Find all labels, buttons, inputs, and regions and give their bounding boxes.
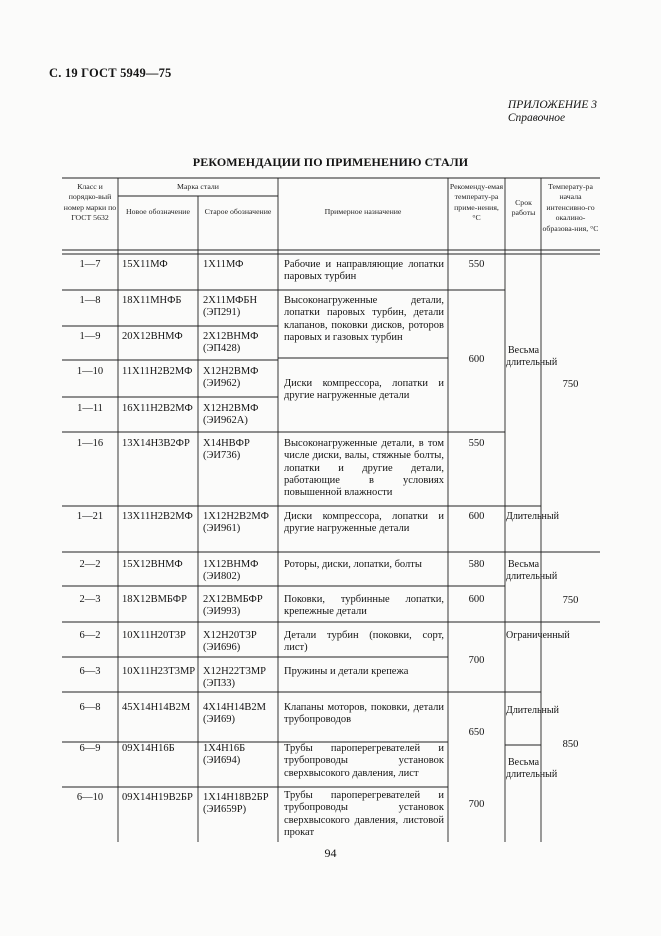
cell-purpose: Поковки, турбинные лопатки, крепежные детали: [284, 594, 444, 618]
cell-class: 6—3: [79, 666, 101, 677]
cell-purpose: Высоконагруженные детали, в том числе диски, валы, стяжные болты, лопатки и другие детали, работающие в условиях повышенной влажности: [284, 438, 444, 499]
cell-purpose: Рабочие и направляющие лопатки паровых турбин: [284, 259, 444, 283]
cell-new-grade: 20Х12ВНМФ: [122, 331, 183, 342]
cell-class: 2—3: [79, 594, 101, 605]
cell-class: 6—10: [76, 792, 104, 803]
cell-purpose: Трубы пароперегревателей и трубопроводы установок сверхвысокого давления, лист: [284, 743, 444, 779]
cell-old-grade: Х14НВФР (ЭИ736): [203, 438, 250, 462]
cell-temperature: 700: [468, 799, 485, 810]
cell-old-grade: 2Х11МФБН (ЭП291): [203, 295, 258, 319]
header-purpose: Примерное назначение: [324, 207, 402, 216]
cell-purpose: Детали турбин (поковки, сорт, лист): [284, 630, 444, 654]
cell-temperature: 580: [468, 559, 485, 570]
cell-purpose: Диски компрессора, лопатки и другие нагруженные детали: [284, 378, 444, 402]
header-class: Класс и порядко-вый номер марки по ГОСТ 5632: [63, 182, 117, 223]
cell-service-life: Ограниченный: [506, 630, 570, 641]
cell-temperature: 550: [468, 259, 485, 270]
cell-scaling-start: 750: [562, 379, 579, 390]
cell-new-grade: 15Х11МФ: [122, 259, 168, 270]
cell-temperature: 600: [468, 354, 485, 365]
cell-new-grade: 09Х14Н16Б: [122, 743, 175, 754]
cell-purpose: Диски компрессора, лопатки и другие нагруженные детали: [284, 511, 444, 535]
cell-old-grade: 2Х12ВМБФР (ЭИ993): [203, 594, 263, 618]
cell-new-grade: 18Х11МНФБ: [122, 295, 182, 306]
cell-temperature: 600: [468, 511, 485, 522]
cell-old-grade: 2Х12ВНМФ (ЭП428): [203, 331, 259, 355]
cell-temperature: 650: [468, 727, 485, 738]
appendix-title: ПРИЛОЖЕНИЕ 3: [507, 99, 597, 111]
cell-old-grade: Х12Н2ВМФ (ЭИ962): [203, 366, 259, 390]
cell-new-grade: 10Х11Н20Т3Р: [122, 630, 186, 641]
header-scaling-start: Температу-ра начала интенсивно-го окалино-образова-ния, °С: [542, 182, 599, 233]
cell-new-grade: 09Х14Н19В2БР: [122, 792, 193, 803]
header-service-life: Срок работы: [511, 198, 536, 218]
cell-class: 1—7: [79, 259, 101, 270]
cell-new-grade: 13Х14Н3В2ФР: [122, 438, 190, 449]
cell-old-grade: 1Х12ВНМФ (ЭИ802): [203, 559, 259, 583]
cell-service-life: Длительный: [506, 511, 559, 522]
header-grade: Марка стали: [177, 182, 219, 191]
cell-old-grade: Х12Н20Т3Р (ЭИ696): [203, 630, 257, 654]
cell-new-grade: 11Х11Н2В2МФ: [122, 366, 193, 377]
cell-scaling-start: 750: [562, 595, 579, 606]
cell-purpose: Высоконагруженные детали, лопатки паровых турбин, детали клапанов, поковки дисков, роторов паровых и газовых турбин: [284, 295, 444, 343]
cell-service-life: Длительный: [506, 705, 559, 716]
header-new: Новое обозначение: [126, 207, 190, 216]
cell-service-life: Весьма длительный: [506, 559, 558, 583]
cell-purpose: Пружины и детали крепежа: [284, 666, 409, 677]
cell-new-grade: 15Х12ВНМФ: [122, 559, 183, 570]
cell-class: 1—21: [76, 511, 104, 522]
cell-old-grade: 4Х14Н14В2М (ЭИ69): [203, 702, 267, 726]
cell-class: 2—2: [79, 559, 101, 570]
cell-old-grade: 1Х14Н18В2БР (ЭИ659Р): [203, 792, 269, 816]
cell-new-grade: 45Х14Н14В2М: [122, 702, 191, 713]
cell-service-life: Весьма длительный: [506, 757, 558, 781]
cell-class: 1—16: [76, 438, 104, 449]
cell-class: 1—11: [77, 403, 103, 414]
cell-old-grade: Х12Н22Т3МР (ЭП33): [203, 666, 267, 690]
cell-purpose: Трубы пароперегревателей и трубопроводы установок сверхвысокого давления, листовой прокат: [284, 790, 444, 838]
cell-class: 6—9: [79, 743, 101, 754]
cell-temperature: 600: [468, 594, 485, 605]
cell-class: 1—9: [79, 331, 101, 342]
page-header: С. 19 ГОСТ 5949—75: [49, 66, 172, 80]
cell-old-grade: 1Х4Н16Б (ЭИ694): [203, 743, 246, 767]
cell-class: 1—8: [79, 295, 101, 306]
cell-new-grade: 13Х11Н2В2МФ: [122, 511, 193, 522]
header-temperature: Рекоменду-емая температу-ра приме-нения, °С: [449, 182, 504, 223]
header-old: Старое обозначение: [204, 207, 272, 216]
cell-new-grade: 10Х11Н23Т3МР: [122, 666, 196, 677]
cell-temperature: 550: [468, 438, 485, 449]
cell-class: 6—2: [79, 630, 101, 641]
cell-class: 1—10: [76, 366, 104, 377]
appendix-subtitle: Справочное: [507, 112, 566, 124]
page-number: 94: [324, 846, 337, 860]
cell-purpose: Клапаны моторов, поковки, детали трубопроводов: [284, 702, 444, 726]
cell-purpose: Роторы, диски, лопатки, болты: [284, 559, 422, 570]
cell-new-grade: 16Х11Н2В2МФ: [122, 403, 193, 414]
cell-old-grade: 1Х11МФ: [203, 259, 244, 270]
cell-old-grade: 1Х12Н2В2МФ (ЭИ961): [203, 511, 269, 535]
cell-service-life: Весьма длительный: [506, 345, 558, 369]
cell-old-grade: Х12Н2ВМФ (ЭИ962А): [203, 403, 259, 427]
cell-scaling-start: 850: [562, 739, 579, 750]
table-title: РЕКОМЕНДАЦИИ ПО ПРИМЕНЕНИЮ СТАЛИ: [192, 155, 469, 169]
cell-temperature: 700: [468, 655, 485, 666]
cell-new-grade: 18Х12ВМБФР: [122, 594, 187, 605]
cell-class: 6—8: [79, 702, 101, 713]
